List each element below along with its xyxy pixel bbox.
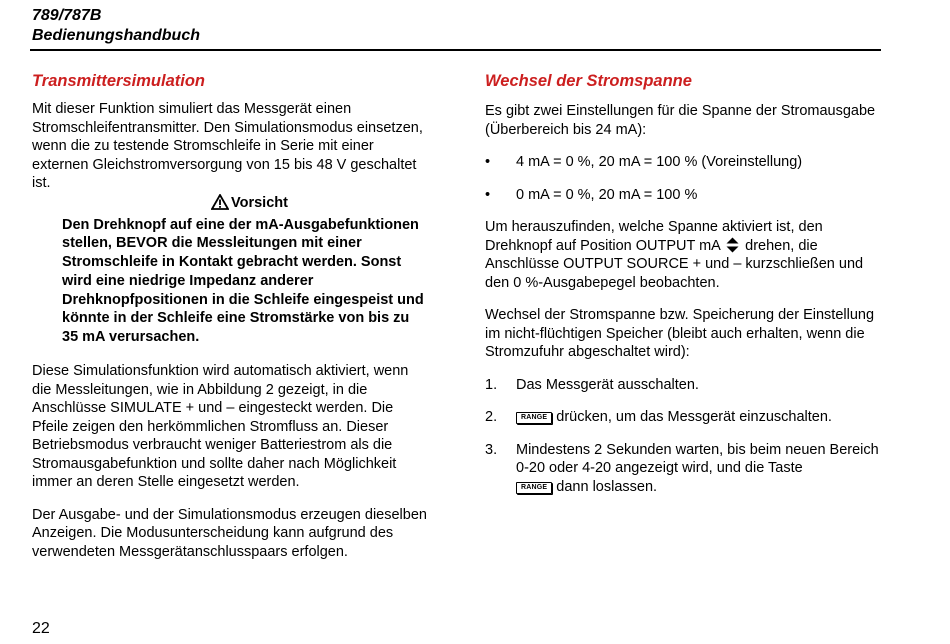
step-text: drücken, um das Messgerät einzuschalten. (556, 409, 832, 425)
list-item (485, 186, 885, 205)
manual-title: Bedienungshandbuch (32, 27, 200, 44)
bullet-mark: • (485, 154, 491, 170)
right-column (485, 70, 885, 496)
up-down-arrows-icon (726, 237, 739, 253)
check-range-text-b: drehen, die Anschlüsse OUTPUT SOURCE + und – kurzschließen und den 0 %-Ausgabepegel beobachten. (485, 237, 864, 291)
section-title-range: Wechsel der Stromspanne (485, 72, 692, 90)
check-range-text-a: Um herauszufinden, welche Spanne aktiviert ist, den Drehknopf auf Position OUTPUT mA (485, 219, 823, 254)
caution-heading (72, 193, 427, 213)
range-key-icon: RANGE (516, 412, 552, 424)
step-number: 2. (485, 409, 498, 425)
warning-triangle-icon (211, 194, 229, 210)
step-text: Das Messgerät ausschalten. (516, 376, 699, 393)
caution-text: Den Drehknopf auf eine der mA-Ausgabefunktionen stellen, BEVOR die Messleitungen mit einer Stromschleife in Kontakt gebracht werden. Sonst wird eine niedrige Impedanz anderer Drehknopfpositionen in die Schleife eingespeist und könnte in der Schleife eine Stromstärke von bis zu 35 mA verursachen. (62, 216, 424, 346)
step-text-b: dann loslassen. (556, 478, 658, 495)
modes-paragraph: Der Ausgabe- und der Simulationsmodus erzeugen dieselben Anzeigen. Die Modusunterscheidung kann aufgrund des verwendeten Messgerätanschlusspaars erfolgen. (32, 506, 427, 560)
range-key-icon: RANGE (516, 482, 552, 494)
model-title: 789/787B (32, 7, 102, 24)
list-item (485, 153, 885, 172)
left-column (32, 70, 427, 561)
check-range-paragraph (485, 218, 885, 292)
page-number: 22 (32, 620, 50, 637)
page-header (32, 6, 200, 46)
bullet-mark: • (485, 186, 491, 203)
step-text-a: Mindestens 2 Sekunden warten, bis beim neuen Bereich 0-20 oder 4-20 angezeigt wird, und die Taste (516, 441, 879, 476)
section-title-transmitter: Transmittersimulation (32, 72, 205, 90)
bullet-text: 4 mA = 0 %, 20 mA = 100 % (Voreinstellung) (516, 154, 803, 170)
header-rule (30, 49, 881, 51)
intro-paragraph: Mit dieser Funktion simuliert das Messgerät einen Stromschleifentransmitter. Den Simulationsmodus einsetzen, wenn die zu testende Stromschleife in Serie mit einer externen Gleichstromversorgung von 15 bis 48 V geschaltet ist. (32, 101, 423, 191)
list-item (485, 441, 885, 497)
range-intro: Es gibt zwei Einstellungen für die Spanne der Stromausgabe (Überbereich bis 24 mA): (485, 103, 876, 138)
store-range-paragraph: Wechsel der Stromspanne bzw. Speicherung der Einstellung im nicht-flüchtigen Speicher (bleibt auch erhalten, wenn die Stromzufuhr abgeschaltet wird): (485, 307, 875, 360)
list-item (485, 376, 885, 395)
step-number: 3. (485, 441, 498, 458)
simulation-paragraph: Diese Simulationsfunktion wird automatisch aktiviert, wenn die Messleitungen, wie in Abbildung 2 gezeigt, in die Anschlüsse SIMULATE + und – eingesteckt werden. Die Pfeile zeigen den herkömmlichen Stromfluss an. Dieser Betriebsmodus verbraucht weniger Batteriestrom als die Stromausgabefunktion und sollte daher nach Möglichkeit immer an deren Stelle eingesetzt werden. (32, 363, 409, 491)
bullet-text: 0 mA = 0 %, 20 mA = 100 % (516, 186, 698, 203)
list-item (485, 408, 885, 427)
step-number: 1. (485, 376, 498, 393)
caution-label: Vorsicht (231, 194, 288, 211)
